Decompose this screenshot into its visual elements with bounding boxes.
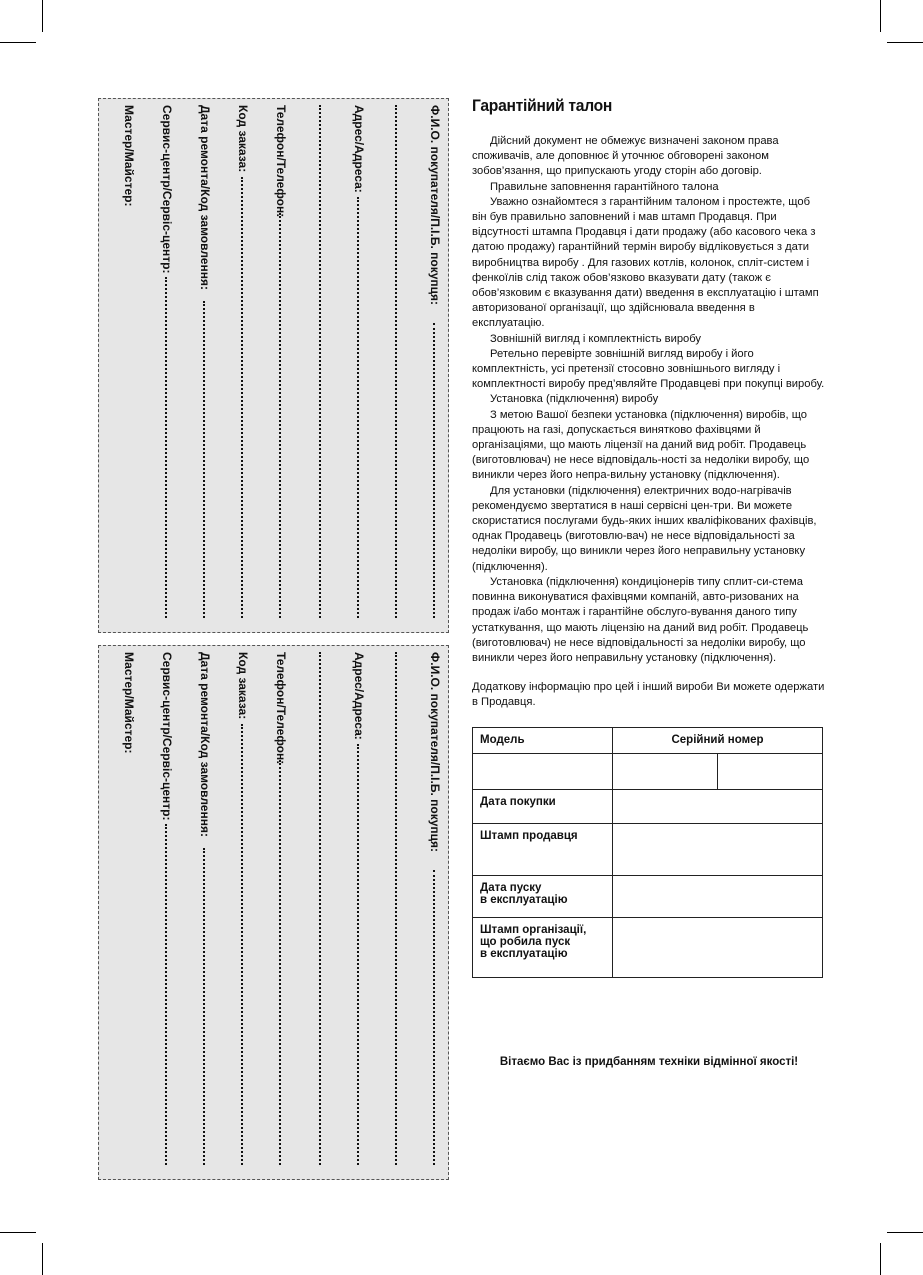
- purchase-date-value: [613, 789, 823, 823]
- address-field: [349, 652, 369, 1173]
- fill-line: [279, 760, 281, 1165]
- crop-mark: [0, 1232, 36, 1233]
- page-title: Гарантійний талон: [472, 96, 613, 115]
- serial-value-2: [718, 753, 823, 789]
- section-heading: Установка (підключення) виробу: [490, 393, 659, 406]
- address-label: Адрес/Адреса:: [352, 105, 366, 193]
- fill-line: [241, 177, 243, 618]
- crop-mark: [42, 1243, 43, 1275]
- phone-label: Телефон/Телефон:: [274, 652, 288, 765]
- section-heading: Зовнішній вигляд і комплектність виробу: [490, 332, 702, 345]
- paragraph: Установка (підключення) кондиціонерів типу сплит-си-стема повинна виконуватися фахівцями компаній, авто-ризованих на продаж і/або монтаж і гарантійне обслуго-вування даного типу устаткування, що мають ліцензію на даний вид робіт. Продавець (виготовлювач) не несе відповідальності за недоліки виробу, що виникли через його неправильну установку (підключення).: [472, 575, 809, 664]
- repair-date-label: Дата ремонта/Код замовлення:: [198, 652, 212, 837]
- order-code-field: [233, 652, 253, 1173]
- service-center-label: Сервис-центр/Сервіс-центр:: [160, 105, 174, 274]
- launch-date-value: [613, 875, 823, 917]
- fill-line: [165, 277, 167, 618]
- customer-name-label: Ф.И.О. покупателя/П.І.Б. покупця:: [428, 652, 442, 853]
- master-field: [119, 105, 139, 626]
- crop-mark: [42, 0, 43, 32]
- crop-mark: [880, 0, 881, 32]
- extra-info: Додаткову інформацію про цей і інший вироби Ви можете одержати в Продавця.: [472, 681, 825, 709]
- fill-line: [279, 213, 281, 618]
- fill-line: [203, 301, 205, 618]
- address-line2: [311, 652, 331, 1173]
- org-stamp-label: Штамп організації, що робила пуск в експлуатацію: [473, 917, 613, 977]
- service-center-field: [157, 652, 177, 1173]
- master-label: Мастер/Майстер:: [122, 652, 136, 754]
- launch-date-label: Дата пуску в експлуатацію: [473, 875, 613, 917]
- fill-line: [203, 848, 205, 1165]
- org-stamp-value: [613, 917, 823, 977]
- seller-stamp-label: Штамп продавця: [473, 823, 613, 875]
- fill-line: [433, 870, 435, 1165]
- crop-mark: [880, 1243, 881, 1275]
- order-code-label: Код заказа:: [236, 652, 250, 720]
- purchase-date-label: Дата покупки: [473, 789, 613, 823]
- repair-date-field: [195, 105, 215, 626]
- phone-field: [271, 652, 291, 1173]
- fill-line: [165, 824, 167, 1165]
- crop-mark: [887, 42, 923, 43]
- paragraph: Ретельно перевірте зовнішній вигляд виробу і його комплектність, усі претензії стосовно зовнішнього вигляду і комплектності виробу пред’являйте Продавцеві при покупці виробу.: [472, 347, 825, 391]
- paragraph: З метою Вашої безпеки установка (підключення) виробів, що працюють на газі, допускається винятково фахівцями й організаціями, що мають ліцензії на даний вид робіт. Продавець (виготовлювач) не несе відповідаль-ності за недоліки виробу, що виникли через його непра-вильну установку (підключення).: [472, 408, 810, 482]
- warranty-table: [472, 727, 823, 978]
- seller-stamp-value: [613, 823, 823, 875]
- phone-field: [271, 105, 291, 626]
- customer-name-field: [425, 105, 445, 626]
- fill-line: [395, 652, 397, 1165]
- fill-line: [241, 724, 243, 1165]
- fill-line: [357, 197, 359, 618]
- phone-label: Телефон/Телефон:: [274, 105, 288, 218]
- crop-mark: [0, 42, 36, 43]
- paragraph: Дійсний документ не обмежує визначені законом права споживачів, але доповнює й уточнює обговорені законом зобов’язання, що припускають угоду сторін або договір.: [472, 135, 779, 178]
- fill-line: [319, 105, 321, 618]
- model-header: Модель: [473, 727, 613, 753]
- customer-name-line2: [387, 105, 407, 626]
- fill-line: [357, 744, 359, 1165]
- guarantee-section: [472, 96, 826, 978]
- repair-date-label: Дата ремонта/Код замовлення:: [198, 105, 212, 290]
- master-field: [119, 652, 139, 1173]
- paragraph: Уважно ознайомтеся з гарантійним талоном і простежте, щоб він був правильно заповнений і мав штамп Продавця. При відсутності штампа Продавця і дати продажу (або касового чека з датою продажу) гарантійний термін виробу відліковується з дати виробництва виробу . Для газових котлів, колонок, спліт-систем і фенкоїлів слід також обов’язково вказувати дату (також є обов’язковим є вказування дати) введення в експлуатацію і штамп авторизованої організації, що здійснювала введення в експлуатацію.: [472, 195, 819, 330]
- crop-mark: [887, 1232, 923, 1233]
- customer-name-line2: [387, 652, 407, 1173]
- serial-value-1: [613, 753, 718, 789]
- customer-name-field: [425, 652, 445, 1173]
- address-field: [349, 105, 369, 626]
- service-center-label: Сервис-центр/Сервіс-центр:: [160, 652, 174, 821]
- master-label: Мастер/Майстер:: [122, 105, 136, 207]
- section-heading: Правильне заповнення гарантійного талона: [490, 180, 719, 193]
- service-coupon-top: [98, 98, 449, 633]
- order-code-label: Код заказа:: [236, 105, 250, 173]
- customer-name-label: Ф.И.О. покупателя/П.І.Б. покупця:: [428, 105, 442, 306]
- congrats-text: Вітаємо Вас із придбанням техніки відмінної якості!: [499, 1056, 799, 1068]
- serial-header: Серійний номер: [613, 727, 823, 753]
- paragraph: Для установки (підключення) електричних водо-нагрівачів рекомендуємо звертатися в наші сервісні цен-три. Ви можете скористатися послугами будь-яких інших кваліфікованих фахівців, однак Продавець (виготовлю-вач) не несе відповідальності за недоліки виробу, що виникли через його неправильну установку (підключення).: [472, 484, 817, 573]
- fill-line: [433, 323, 435, 618]
- fill-line: [319, 652, 321, 1165]
- fill-line: [395, 105, 397, 618]
- address-line2: [311, 105, 331, 626]
- address-label: Адрес/Адреса:: [352, 652, 366, 740]
- repair-date-field: [195, 652, 215, 1173]
- service-coupon-bottom: [98, 645, 449, 1180]
- order-code-field: [233, 105, 253, 626]
- service-center-field: [157, 105, 177, 626]
- model-value: [473, 753, 613, 789]
